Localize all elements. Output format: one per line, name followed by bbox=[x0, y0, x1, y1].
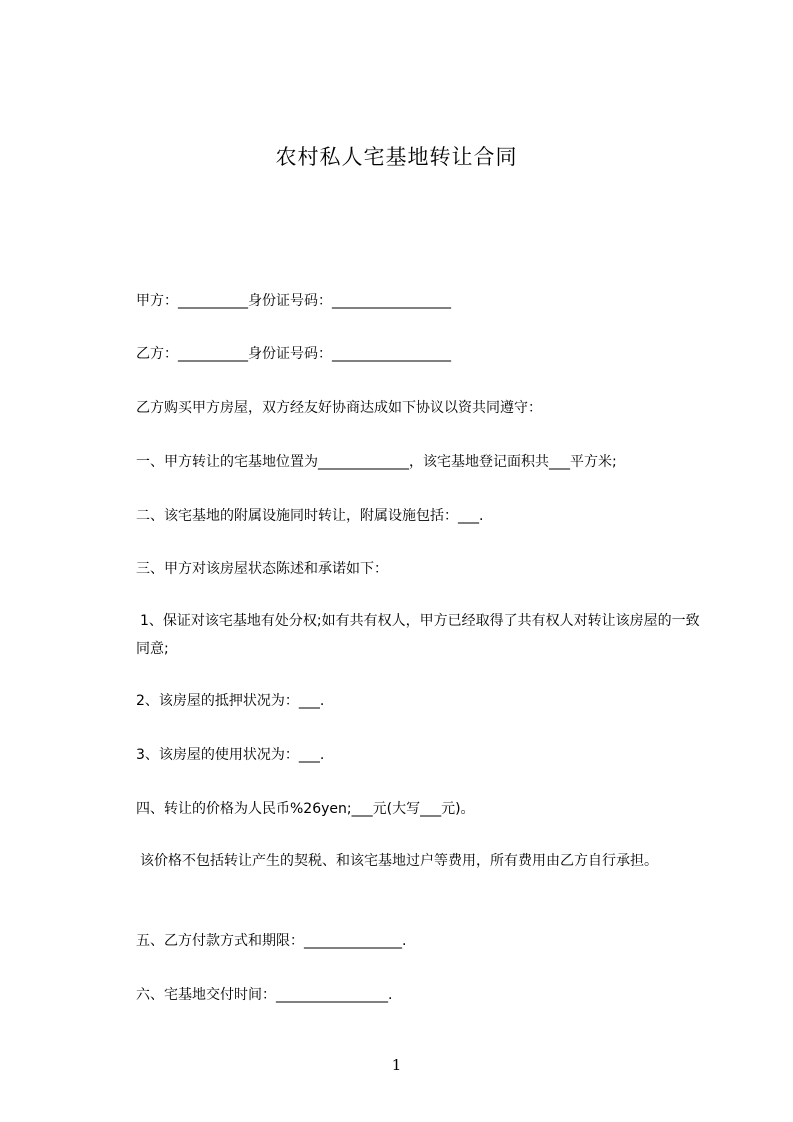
page-number: 1 bbox=[391, 1056, 402, 1074]
clause-1-location: 一、甲方转让的宅基地位置为_____________，该宅基地登记面积共___平方米; bbox=[136, 454, 617, 470]
clause-5-payment: 五、乙方付款方式和期限：______________. bbox=[136, 933, 407, 949]
clause-4-price: 四、转让的价格为人民币%26yen;___元(大写___元)。 bbox=[136, 801, 475, 817]
clause-2-facilities: 二、该宅基地的附属设施同时转让，附属设施包括：___. bbox=[136, 508, 484, 524]
clause-3-item-2: 2、该房屋的抵押状况为：___. bbox=[136, 693, 325, 709]
party-b-line: 乙方：__________身份证号码：_________________ bbox=[136, 346, 451, 362]
party-a-line: 甲方：__________身份证号码：_________________ bbox=[136, 293, 451, 309]
clause-3-item-3: 3、该房屋的使用状况为：___. bbox=[136, 747, 325, 763]
clause-3-heading: 三、甲方对该房屋状态陈述和承诺如下： bbox=[136, 561, 388, 577]
clause-3-item-1: 1、保证对该宅基地有处分权;如有共有权人，甲方已经取得了共有权人对转让该房屋的一致同意; bbox=[136, 613, 700, 657]
agreement-intro: 乙方购买甲方房屋，双方经友好协商达成如下协议以资共同遵守： bbox=[136, 400, 542, 416]
clause-4-price-note: 该价格不包括转让产生的契税、和该宅基地过户等费用，所有费用由乙方自行承担。 bbox=[140, 853, 658, 869]
clause-6-delivery: 六、宅基地交付时间：________________. bbox=[136, 987, 393, 1003]
document-title: 农村私人宅基地转让合同 bbox=[275, 145, 518, 169]
